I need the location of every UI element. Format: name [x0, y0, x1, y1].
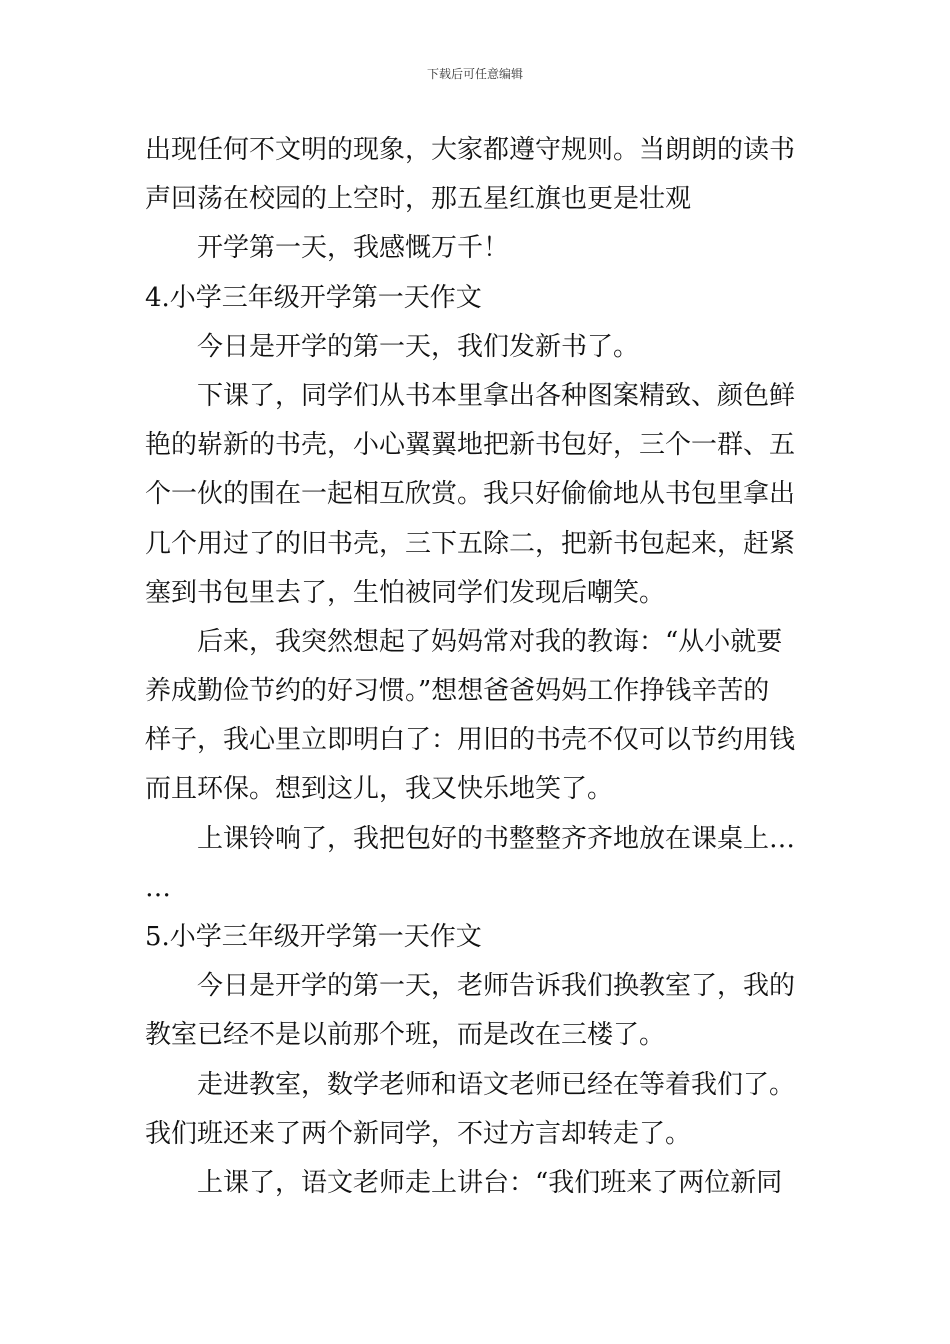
text-line: 几个用过了的旧书壳，三下五除二，把新书包起来，赶紧	[145, 528, 796, 559]
text-line: 走进教室，数学老师和语文老师已经在等着我们了。	[197, 1069, 796, 1100]
text-line: 塞到书包里去了，生怕被同学们发现后嘲笑。	[145, 577, 666, 608]
text-line: 开学第一天，我感慨万千！	[197, 233, 510, 264]
text-line: …	[145, 872, 171, 903]
text-line: 今日是开学的第一天，我们发新书了。	[197, 331, 640, 362]
text-line: 而且环保。想到这儿，我又快乐地笑了。	[145, 774, 614, 805]
text-line: 我们班还来了两个新同学，不过方言却转走了。	[145, 1118, 692, 1149]
text-line: 样子，我心里立即明白了：用旧的书壳不仅可以节约用钱	[145, 725, 796, 756]
text-line: 今日是开学的第一天，老师告诉我们换教室了，我的	[197, 971, 796, 1002]
text-line: 声回荡在校园的上空时，那五星红旗也更是壮观	[145, 184, 692, 215]
text-line: 上课了，语文老师走上讲台：“我们班来了两位新同	[197, 1167, 783, 1198]
text-line: 后来，我突然想起了妈妈常对我的教诲：“从小就要	[197, 626, 783, 657]
text-line: 上课铃响了，我把包好的书整整齐齐地放在课桌上…	[197, 823, 796, 854]
text-line: 下课了，同学们从书本里拿出各种图案精致、颜色鲜	[197, 380, 796, 411]
document-body	[145, 126, 807, 1208]
section-heading: 5.小学三年级开学第一天作文	[145, 922, 482, 952]
text-line: 艳的崭新的书壳，小心翼翼地把新书包好，三个一群、五	[145, 430, 796, 461]
page-header: 下载后可任意编辑	[426, 67, 523, 81]
text-line: 教室已经不是以前那个班，而是改在三楼了。	[145, 1020, 666, 1051]
text-line: 养成勤俭节约的好习惯。”想想爸爸妈妈工作挣钱辛苦的	[145, 676, 770, 707]
text-line: 出现任何不文明的现象，大家都遵守规则。当朗朗的读书	[145, 135, 796, 165]
section-heading: 4.小学三年级开学第一天作文	[145, 282, 482, 313]
text-line: 个一伙的围在一起相互欣赏。我只好偷偷地从书包里拿出	[145, 479, 796, 510]
